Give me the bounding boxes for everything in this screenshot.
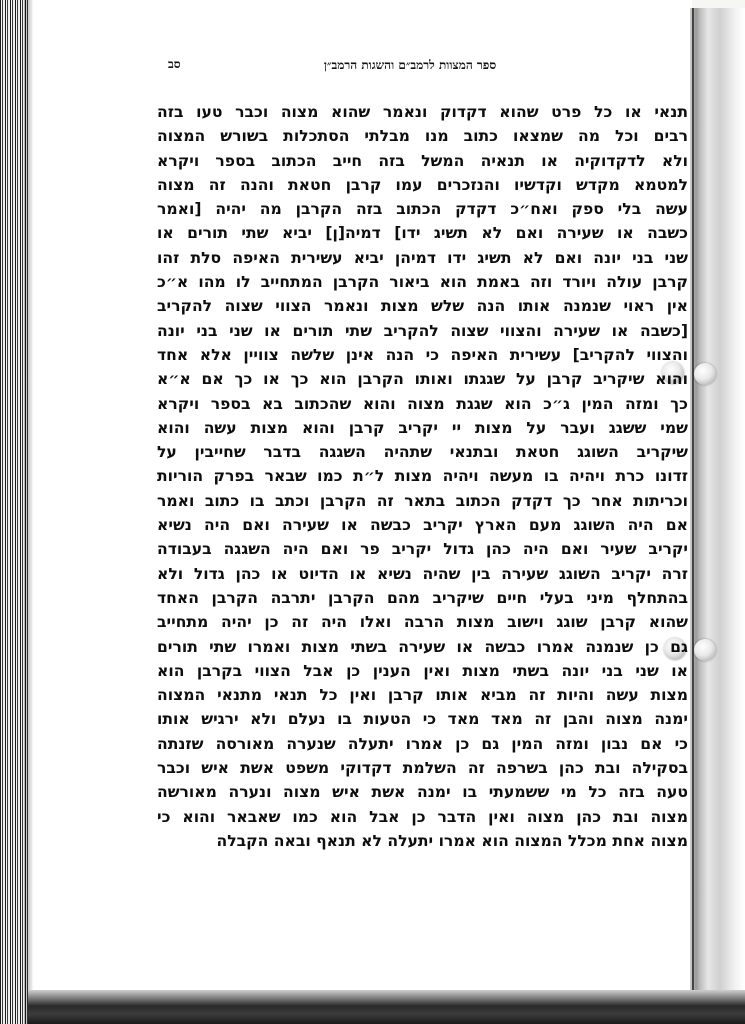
text-line: אין ראוי שנמנה אותו הנה שלש מצות ונאמר הצווי שצוה להקריב [157,297,688,316]
text-line: עשה בלי ספק ואח״כ דקדק הכתוב בזה הקרבן מה יהיה [ואמר [157,200,688,219]
text-line: קרבן עולה ויורד וזה באמת הוא ביאור הקרבן המתחייב לו מהו א״כ [157,273,688,292]
text-line: תנאי או כל פרט שהוא דקדוק ונאמר שהוא מצוה וכבר טעו בזה [157,103,688,121]
text-line: אם היה השוגג מעם הארץ יקריב כבשה או שעירה ואם היה נשיא [157,516,688,535]
text-line: למטמא מקדש וקדשיו והנזכרים עמו קרבן חטאת והנה זה מצוה [157,175,688,194]
text-line: ימנה מצוה והבן זה מאד מאד כי הטעות בו נעלם ולא ירגיש אותו [157,710,688,729]
text-line: מצוה ובת כהן מצוה ואין הדבר כן אבל הוא כמו שאבאר והוא כי [157,807,688,826]
body-text [157,100,688,853]
text-line: יקריב שעיר ואם היה כהן גדול יקריב פר ואם היה השגגה בעבודה [157,540,688,559]
text-line: שמי ששגג ועבר על מצות יי יקריב קרבן והוא מצות עשה והוא [157,418,688,437]
spine-shadow [24,0,34,1024]
text-line: מצוה אחת מכלל המצוה הוא אמרו יתעלה לא תנאף ובאה הקבלה [216,831,688,850]
text-line: כי אם נבון ומזה המין גם כן אמרו יתעלה שנערה מאורסה שזנתה [157,734,688,753]
page-number: סב [168,57,181,71]
text-line: והוא שיקריב קרבן על שגגתו ואותו הקרבן הוא כך או כך אם א״א [157,370,688,389]
text-line: [כשבה או שעירה והצווי שצוה להקריב שתי תורים או שני בני יונה [157,321,688,340]
text-line: בסקילה ובת כהן בשרפה זה השלמת דקדוקי משפט אשת איש וכבר [157,759,688,778]
text-line: או שני בני יונה בשתי מצות ואין הענין כן אבל הצווי בקרבן הוא [157,661,688,680]
text-line: זדונו כרת ויהיה בו מעשה ויהיה מצות ל״ת כמו שבאר בפרק הוריות [157,467,688,486]
page-edge-line [692,8,694,1008]
text-line: זרה יקריב השוגג שעירה בין שהיה נשיא או הדיוט או כהן גדול ולא [157,564,688,583]
page-stack-edge [690,8,745,1010]
punch-hole-icon [694,639,716,661]
text-line: גם כן שנמנה אמרו כבשה או שעירה בשתי מצות ואמרו שתי תורים [157,637,688,656]
text-line: שהוא קרבן שוגג וישוב מצות הרבה ואלו היה זה כן יהיה מתחייב [157,613,688,632]
page-bottom-edge [28,990,745,1024]
text-line: כשבה או שעירה ואם לא תשיג ידו] דמיה[ן] יביא שתי תורים או [157,224,688,243]
text-line: והצווי להקריב] עשירית האיפה כי הנה אינן שלשה צוויין אלא אחד [157,345,688,364]
text-line: שיקריב השוגג חטאת ובתנאי שתהיה השגגה בדבר שחייבין על [157,443,688,462]
text-line: טעה בזה כל מי ששמעתי בו ימנה אשת איש מצוה ונערה מאורשה [157,783,688,802]
punch-hole-icon [694,363,716,385]
text-line: מצות עשה והיות זה מביא אותו קרבן ואין כל תנאי מתנאי המצוה [157,686,688,705]
text-line: וכריתות אחר כך דקדק הכתוב בתאר זה הקרבן וכתב בו כתוב ואמר [157,491,688,510]
text-line: שני בני יונה ואם לא תשיג ידו דמיהן יביא עשירית האיפה סלת זהו [157,248,688,267]
text-line: בהתחלף מיני בעלי חיים שיקריב מהם הקרבן יתרבה הקרבן האחד [157,588,688,607]
text-line: ולא לדקדוקיה או תנאיה המשל בזה חייב הכתוב בספר ויקרא [157,151,688,170]
text-line: רבים וכל מה שמצאו כתוב מנו מבלתי הסתכלות בשורש המצוה [157,127,688,146]
text-line: כך ומזה המין ג״כ הוא שגגת מצוה והוא שהכתוב בא בספר ויקרא [157,394,688,413]
running-header: ספר המצוות לרמב״ם והשגות הרמב״ן [323,58,497,72]
